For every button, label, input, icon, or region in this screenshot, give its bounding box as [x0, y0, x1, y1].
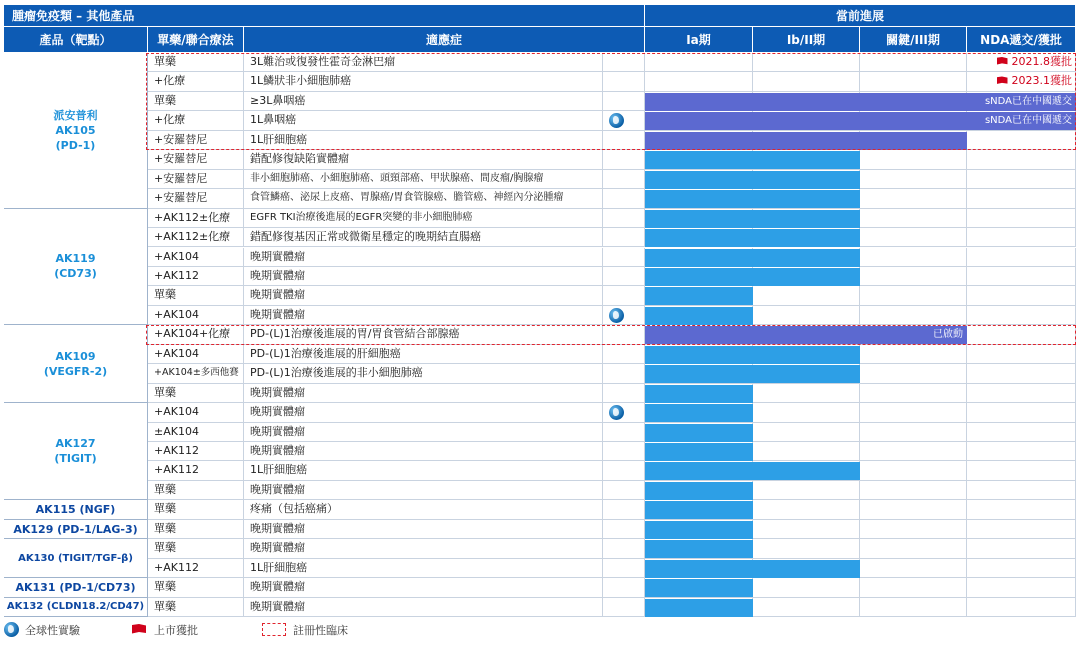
phase-header-3: 關鍵/III期 [860, 27, 967, 53]
product-name: 派安普利 AK105 (PD-1) [53, 108, 98, 152]
regimen-cell: 單藥 [148, 598, 244, 617]
globe-cell [603, 423, 645, 442]
globe-cell [603, 150, 645, 169]
phase-cell [860, 500, 967, 519]
indication-cell: 晚期實體瘤 [244, 481, 603, 500]
phase-cell [967, 520, 1076, 539]
phase-cell [967, 539, 1076, 558]
progress-bar [645, 307, 753, 325]
globe-cell [603, 53, 645, 72]
indication-cell: 晚期實體瘤 [244, 248, 603, 267]
phase-header-4: NDA遞交/獲批 [967, 27, 1076, 53]
phase-cell [967, 306, 1076, 325]
phase-cell [860, 384, 967, 403]
regimen-cell: 單藥 [148, 92, 244, 111]
phase-cell [753, 384, 860, 403]
phase-cell [753, 306, 860, 325]
phase-cell [860, 598, 967, 617]
globe-cell [603, 131, 645, 150]
phase-cell [967, 598, 1076, 617]
approval-date: 2021.8獲批 [1011, 55, 1072, 68]
indication-cell: 晚期實體瘤 [244, 403, 603, 422]
progress-bar [645, 171, 860, 189]
indication-cell: 錯配修復缺陷實體瘤 [244, 150, 603, 169]
col-regimen-header: 單藥/聯合療法 [148, 27, 244, 53]
progress-bar [645, 249, 860, 267]
globe-cell [603, 500, 645, 519]
globe-icon [609, 405, 624, 420]
regimen-cell: 單藥 [148, 500, 244, 519]
progress-bar [645, 229, 860, 247]
col-indication-header: 適應症 [244, 27, 645, 53]
regimen-cell: +AK112±化療 [148, 228, 244, 247]
globe-icon [4, 622, 19, 637]
regimen-cell: +化療 [148, 111, 244, 130]
phase-cell [967, 442, 1076, 461]
indication-cell: 晚期實體瘤 [244, 423, 603, 442]
indication-cell: PD-(L)1治療後進展的胃/胃食管結合部腺癌 [244, 325, 603, 344]
phase-cell [753, 578, 860, 597]
phase-cell [967, 228, 1076, 247]
regimen-cell: +安羅替尼 [148, 131, 244, 150]
col-product-header: 產品（靶點） [4, 27, 148, 53]
phase-cell [753, 53, 860, 72]
phase-cell [967, 170, 1076, 189]
phase-cell [860, 364, 967, 383]
phase-cell [967, 500, 1076, 519]
indication-cell: 1L肝細胞癌 [244, 461, 603, 480]
approval-status [967, 53, 1076, 71]
globe-cell [603, 364, 645, 383]
phase-cell [967, 267, 1076, 286]
globe-cell [603, 209, 645, 228]
regimen-cell: +AK104+化療 [148, 325, 244, 344]
globe-cell [603, 286, 645, 305]
indication-cell: 晚期實體瘤 [244, 384, 603, 403]
phase-cell [753, 286, 860, 305]
globe-cell [603, 345, 645, 364]
progress-bar [645, 424, 753, 442]
progress-label: sNDA已在中國遞交 [984, 95, 1072, 107]
phase-cell [860, 228, 967, 247]
globe-cell [603, 92, 645, 111]
phase-cell [753, 520, 860, 539]
phase-cell [860, 170, 967, 189]
product-name: AK129 (PD-1/LAG-3) [13, 522, 138, 536]
regimen-cell: +AK112 [148, 559, 244, 578]
progress-bar [645, 579, 753, 597]
phase-cell [645, 53, 753, 72]
progress-bar [645, 385, 753, 403]
flag-icon [132, 624, 146, 634]
approval-status [967, 72, 1076, 90]
phase-cell [967, 345, 1076, 364]
flag-icon [997, 57, 1008, 65]
phase-cell [967, 423, 1076, 442]
phase-cell [753, 539, 860, 558]
phase-cell [860, 481, 967, 500]
phase-cell [860, 559, 967, 578]
legend-approved: 上市獲批 [132, 620, 198, 642]
phase-cell [753, 481, 860, 500]
phase-cell [753, 72, 860, 91]
phase-cell [860, 306, 967, 325]
globe-cell [603, 598, 645, 617]
globe-cell [603, 384, 645, 403]
regimen-cell: +AK112 [148, 267, 244, 286]
progress-bar [645, 346, 860, 364]
globe-cell [603, 539, 645, 558]
indication-cell: 3L難治或復發性霍奇金淋巴瘤 [244, 53, 603, 72]
phase-cell [967, 364, 1076, 383]
indication-cell: 晚期實體瘤 [244, 520, 603, 539]
globe-cell [603, 72, 645, 91]
phase-cell [860, 442, 967, 461]
product-name: AK131 (PD-1/CD73) [15, 580, 136, 594]
progress-bar [645, 190, 860, 208]
progress-bar [645, 540, 753, 558]
globe-icon [609, 308, 624, 323]
phase-cell [967, 325, 1076, 344]
progress-bar [645, 268, 860, 286]
phase-cell [860, 72, 967, 91]
indication-cell: 晚期實體瘤 [244, 306, 603, 325]
indication-cell: 晚期實體瘤 [244, 578, 603, 597]
regimen-cell: +AK112±化療 [148, 209, 244, 228]
phase-cell [860, 189, 967, 208]
regimen-cell: +安羅替尼 [148, 170, 244, 189]
indication-cell: 疼痛（包括癌痛） [244, 500, 603, 519]
indication-cell: 晚期實體瘤 [244, 442, 603, 461]
phase-cell [753, 442, 860, 461]
phase-cell [860, 520, 967, 539]
globe-cell [603, 170, 645, 189]
phase-cell [967, 131, 1076, 150]
regimen-cell: 單藥 [148, 286, 244, 305]
regimen-cell: 單藥 [148, 384, 244, 403]
pipeline-table [4, 5, 1076, 615]
indication-cell: PD-(L)1治療後進展的非小細胞肺癌 [244, 364, 603, 383]
regimen-cell: +AK112 [148, 461, 244, 480]
phase-cell [860, 539, 967, 558]
phase-cell [967, 209, 1076, 228]
phase-cell [860, 209, 967, 228]
phase-cell [860, 267, 967, 286]
globe-cell [603, 228, 645, 247]
globe-cell [603, 461, 645, 480]
section-title: 腫瘤免疫類 – 其他產品 [4, 5, 645, 27]
progress-bar [645, 210, 860, 228]
phase-cell [753, 403, 860, 422]
phase-cell [967, 559, 1076, 578]
progress-label: sNDA已在中國遞交 [984, 115, 1072, 127]
product-name: AK109 (VEGFR-2) [43, 349, 108, 378]
phase-cell [967, 578, 1076, 597]
progress-label: 已啟動 [933, 329, 963, 341]
phase-cell [753, 423, 860, 442]
phase-cell [860, 150, 967, 169]
globe-cell [603, 267, 645, 286]
product-name: AK132 (CLDN18.2/CD47) [6, 601, 145, 613]
legend-global: 全球性實驗 [4, 620, 80, 642]
regimen-cell: 單藥 [148, 539, 244, 558]
indication-cell: 晚期實體瘤 [244, 598, 603, 617]
globe-cell [603, 559, 645, 578]
progress-bar [645, 501, 753, 519]
phase-cell [753, 598, 860, 617]
indication-cell: 1L肝細胞癌 [244, 559, 603, 578]
regimen-cell: 單藥 [148, 520, 244, 539]
progress-bar [645, 287, 753, 305]
indication-cell: 晚期實體瘤 [244, 267, 603, 286]
phase-cell [860, 403, 967, 422]
indication-cell: 非小細胞肺癌、小細胞肺癌、頭頸部癌、甲狀腺癌、間皮瘤/胸腺瘤 [244, 170, 603, 189]
progress-bar [645, 462, 860, 480]
regimen-cell: +AK104±多西他賽 [148, 364, 244, 383]
dashed-box-icon [262, 623, 286, 636]
progress-bar [645, 443, 753, 461]
regimen-cell: +安羅替尼 [148, 189, 244, 208]
globe-cell [603, 442, 645, 461]
globe-cell [603, 248, 645, 267]
regimen-cell: +AK104 [148, 345, 244, 364]
regimen-cell: +化療 [148, 72, 244, 91]
regimen-cell: +AK104 [148, 403, 244, 422]
product-name: AK127 (TIGIT) [54, 437, 97, 466]
phase-cell [967, 286, 1076, 305]
progress-bar [645, 365, 860, 383]
phase-cell [967, 189, 1076, 208]
phase-cell [860, 345, 967, 364]
regimen-cell: 單藥 [148, 481, 244, 500]
indication-cell: EGFR TKI治療後進展的EGFR突變的非小細胞肺癌 [244, 209, 603, 228]
progress-bar [645, 132, 967, 150]
globe-cell [603, 189, 645, 208]
phase-cell [860, 286, 967, 305]
regimen-cell: +安羅替尼 [148, 150, 244, 169]
phase-cell [967, 384, 1076, 403]
product-name: AK119 (CD73) [54, 252, 97, 281]
globe-cell [603, 578, 645, 597]
indication-cell: PD-(L)1治療後進展的肝細胞癌 [244, 345, 603, 364]
indication-cell: 1L鱗狀非小細胞肺癌 [244, 72, 603, 91]
phase-cell [967, 481, 1076, 500]
progress-title: 當前進展 [645, 5, 1076, 27]
indication-cell: ≥3L鼻咽癌 [244, 92, 603, 111]
regimen-cell: ±AK104 [148, 423, 244, 442]
phase-cell [860, 53, 967, 72]
phase-cell [860, 423, 967, 442]
phase-cell [967, 403, 1076, 422]
phase-cell [753, 500, 860, 519]
globe-cell [603, 520, 645, 539]
regimen-cell: 單藥 [148, 53, 244, 72]
progress-bar [645, 404, 753, 422]
indication-cell: 1L鼻咽癌 [244, 111, 603, 130]
indication-cell: 晚期實體瘤 [244, 539, 603, 558]
indication-cell: 晚期實體瘤 [244, 286, 603, 305]
phase-header-1: Ia期 [645, 27, 753, 53]
regimen-cell: +AK104 [148, 306, 244, 325]
indication-cell: 食管鱗癌、泌尿上皮癌、胃腺癌/胃食管腺癌、膽管癌、神經內分泌腫瘤 [244, 189, 603, 208]
phase-header-2: Ib/II期 [753, 27, 860, 53]
progress-bar [645, 521, 753, 539]
flag-icon [997, 76, 1008, 84]
globe-cell [603, 481, 645, 500]
product-name: AK130 (TIGIT/TGF-β) [18, 552, 133, 564]
phase-cell [967, 248, 1076, 267]
phase-cell [860, 248, 967, 267]
phase-cell [967, 461, 1076, 480]
indication-cell: 1L肝細胞癌 [244, 131, 603, 150]
phase-cell [860, 578, 967, 597]
globe-cell [603, 325, 645, 344]
product-name: AK115 (NGF) [35, 503, 116, 517]
phase-cell [860, 461, 967, 480]
progress-bar [645, 599, 753, 617]
approval-date: 2023.1獲批 [1011, 74, 1072, 88]
phase-cell [645, 72, 753, 91]
progress-bar [645, 560, 860, 578]
progress-bar [645, 151, 860, 169]
phase-cell [967, 150, 1076, 169]
indication-cell: 錯配修復基因正常或微衛星穩定的晚期結直腸癌 [244, 228, 603, 247]
progress-bar [645, 482, 753, 500]
regimen-cell: +AK112 [148, 442, 244, 461]
regimen-cell: +AK104 [148, 248, 244, 267]
regimen-cell: 單藥 [148, 578, 244, 597]
legend-registrational: 註冊性臨床 [262, 620, 348, 642]
